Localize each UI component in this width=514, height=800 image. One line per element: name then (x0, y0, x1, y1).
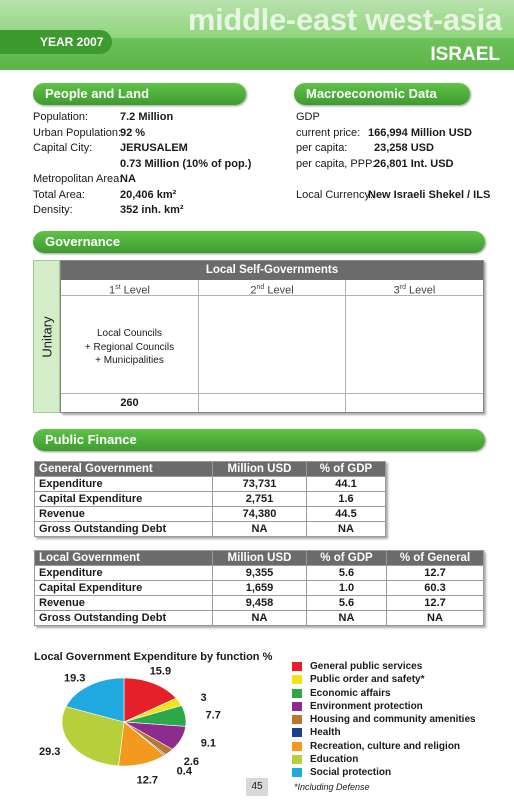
people-land-heading: People and Land (33, 83, 246, 105)
legend-label: Housing and community amenities (310, 714, 476, 726)
pie-data-label: 15.9 (149, 665, 172, 678)
people-value: JERUSALEM (120, 142, 188, 154)
legend-item (292, 726, 506, 739)
legend-swatch (292, 768, 302, 777)
legend-swatch (292, 728, 302, 737)
legend-label: Health (310, 727, 341, 739)
chart-title: Local Government Expenditure by function % (34, 651, 273, 663)
legend-swatch (292, 715, 302, 724)
legend-item (292, 673, 506, 686)
pie-data-label: 3 (200, 692, 207, 705)
macro-label: per capita: (296, 142, 348, 154)
expenditure-pie-chart (24, 664, 274, 784)
table-header: % of General (387, 551, 484, 566)
people-label: Capital City: (33, 142, 93, 154)
unitary-tab (33, 260, 60, 413)
pie-data-label: 9.1 (200, 737, 217, 750)
level1-line: + Regional Councils (84, 341, 175, 353)
legend-swatch (292, 742, 302, 751)
table-row: Expenditure 73,731 44.1 (35, 477, 386, 492)
people-row (33, 157, 273, 173)
table-row: Capital Expenditure 1,659 1.0 60.3 (35, 581, 484, 596)
currency-value: New Israeli Shekel / ILS (368, 188, 491, 201)
people-value: 352 inh. km² (120, 204, 184, 216)
people-label: Population: (33, 111, 89, 123)
people-label: Total Area: (33, 188, 85, 201)
people-row (33, 141, 273, 157)
unitary-label: Unitary (39, 315, 54, 358)
table-row: Gross Outstanding Debt NA NA NA (35, 611, 484, 626)
country-name: ISRAEL (430, 44, 500, 65)
local-government-table (34, 550, 484, 626)
people-value: 7.2 Million (120, 111, 174, 123)
macro-list (296, 110, 506, 203)
table-header: % of GDP (307, 462, 386, 477)
people-value: NA (120, 173, 136, 185)
governance-heading: Governance (33, 231, 485, 253)
pie-data-label: 0.4 (176, 765, 192, 778)
people-row (33, 126, 273, 142)
pie-data-label: 2.6 (183, 756, 200, 768)
level1-line: Local Councils (96, 328, 163, 339)
macro-value: 166,994 Million USD (368, 126, 472, 139)
people-label: Urban Population: (33, 126, 122, 139)
legend-label: Recreation, culture and religion (310, 740, 461, 752)
macro-value: 23,258 USD (374, 142, 434, 154)
year-tab: YEAR 2007 (0, 30, 112, 54)
macro-heading: Macroeconomic Data (294, 83, 470, 105)
legend-item (292, 740, 506, 753)
table-row: Expenditure 9,355 5.6 12.7 (35, 566, 484, 581)
people-value: 0.73 Million (10% of pop.) (120, 157, 252, 170)
page-number: 45 (246, 778, 268, 796)
table-header: Million USD (213, 551, 307, 566)
legend-item (292, 660, 506, 673)
people-row (33, 172, 273, 188)
level1-cell (61, 296, 199, 393)
chart-legend (292, 660, 506, 780)
legend-swatch (292, 662, 302, 671)
legend-label: Economic affairs (310, 687, 391, 699)
legend-swatch (292, 675, 302, 684)
level-header: 1st Level (61, 280, 199, 295)
legend-item (292, 766, 506, 779)
level3-cell (346, 296, 483, 393)
legend-label: Education (310, 754, 359, 766)
table-header: % of GDP (307, 551, 387, 566)
table-header: Million USD (213, 462, 307, 477)
macro-label: per capita, PPP: (296, 157, 376, 170)
people-label: Density: (33, 204, 73, 216)
table-header: Local Government (35, 551, 213, 566)
people-row (33, 203, 273, 219)
macro-label: current price: (296, 126, 361, 139)
general-government-table (34, 461, 386, 537)
people-value: 20,406 km² (120, 188, 177, 201)
people-value: 92 % (120, 126, 146, 139)
people-land-list (33, 110, 273, 219)
macro-value: 26,801 Int. USD (374, 157, 454, 170)
table-row: Capital Expenditure 2,751 1.6 (35, 492, 386, 507)
currency-row (296, 188, 506, 204)
legend-item (292, 713, 506, 726)
legend-item (292, 700, 506, 713)
legend-swatch (292, 689, 302, 698)
region-title: middle-east west-asia (187, 2, 502, 37)
level-header: 2nd Level (199, 280, 346, 295)
legend-label: Public order and safety* (310, 674, 425, 686)
legend-label: Environment protection (310, 700, 423, 712)
legend-label: General public services (310, 661, 423, 672)
level2-cell (199, 296, 346, 393)
table-row: Revenue 9,458 5.6 12.7 (35, 596, 484, 611)
pie-data-label: 19.3 (63, 672, 86, 685)
table-row: Revenue 74,380 44.5 (35, 507, 386, 522)
legend-item (292, 753, 506, 766)
people-row (33, 110, 273, 126)
currency-label: Local Currency: (296, 188, 374, 201)
legend-swatch (292, 755, 302, 764)
legend-swatch (292, 702, 302, 711)
level1-count: 260 (61, 394, 199, 412)
pie-data-label: 29.3 (38, 745, 61, 758)
chart-footnote: *Including Defense (294, 782, 370, 792)
legend-item (292, 687, 506, 700)
macro-row (296, 157, 506, 173)
table-row: Gross Outstanding Debt NA NA (35, 522, 386, 537)
gdp-label: GDP (296, 111, 320, 123)
governance-table (60, 260, 484, 413)
level-header: 3rd Level (393, 284, 436, 297)
table-header: General Government (35, 462, 213, 477)
public-finance-heading: Public Finance (33, 429, 485, 451)
macro-row (296, 126, 506, 142)
people-label: Metropolitan Area: (33, 173, 123, 185)
people-row (33, 188, 273, 204)
legend-label: Social protection (310, 767, 392, 779)
level1-line: + Municipalities (95, 355, 164, 366)
pie-data-label: 12.7 (136, 774, 159, 784)
macro-row (296, 141, 506, 157)
governance-table-title: Local Self-Governments (61, 261, 483, 280)
pie-data-label: 7.7 (205, 709, 221, 722)
